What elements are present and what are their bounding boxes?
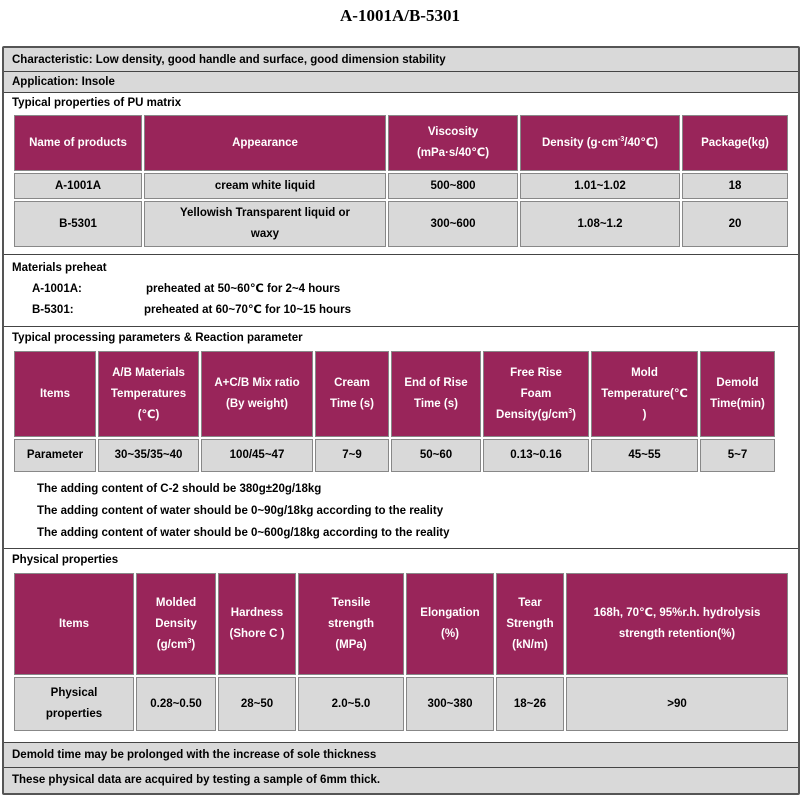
cell: 20 bbox=[682, 201, 788, 247]
preheat-name: A-1001A: bbox=[32, 283, 82, 295]
matrix-col-name: Name of products bbox=[14, 115, 142, 171]
cell: 18 bbox=[682, 173, 788, 199]
cell: 45~55 bbox=[591, 439, 698, 472]
cell: 1.08~1.2 bbox=[520, 201, 680, 247]
cell: 100/45~47 bbox=[201, 439, 313, 472]
preheat-section bbox=[4, 255, 798, 327]
phys-col-tensile: Tensile strength (MPa) bbox=[298, 573, 404, 675]
matrix-col-package: Package(kg) bbox=[682, 115, 788, 171]
cell: Physical properties bbox=[14, 677, 134, 731]
note-line: The adding content of water should be 0~600g/18kg according to the reality bbox=[37, 527, 450, 539]
proc-col-demold: Demold Time(min) bbox=[700, 351, 775, 437]
preheat-text: preheated at 60~70℃ for 10~15 hours bbox=[144, 304, 351, 316]
datasheet bbox=[2, 46, 800, 795]
phys-col-hydrolysis: 168h, 70℃, 95%r.h. hydrolysis strength retention(%) bbox=[566, 573, 788, 675]
phys-col-elongation: Elongation (%) bbox=[406, 573, 494, 675]
processing-section bbox=[4, 327, 798, 549]
processing-notes bbox=[4, 474, 798, 544]
note-line: The adding content of water should be 0~90g/18kg according to the reality bbox=[37, 505, 444, 517]
preheat-heading: Materials preheat bbox=[12, 262, 107, 274]
processing-row bbox=[14, 439, 775, 472]
cell: B-5301 bbox=[14, 201, 142, 247]
application-band: Application: Insole bbox=[4, 72, 798, 93]
test-note: These physical data are acquired by testing a sample of 6mm thick. bbox=[4, 768, 798, 793]
matrix-header-row bbox=[14, 115, 788, 171]
cell: A-1001A bbox=[14, 173, 142, 199]
matrix-section bbox=[4, 93, 798, 255]
cell: 30~35/35~40 bbox=[98, 439, 199, 472]
phys-col-items: Items bbox=[14, 573, 134, 675]
proc-col-foam: Free Rise Foam $Density(g/cm^3)$ bbox=[483, 351, 589, 437]
preheat-text: preheated at 50~60℃ for 2~4 hours bbox=[146, 283, 341, 295]
matrix-row-a bbox=[14, 173, 788, 199]
phys-col-molded: Molded Density $(g/cm^3)$ bbox=[136, 573, 216, 675]
phys-col-hardness: Hardness (Shore C ) bbox=[218, 573, 296, 675]
preheat-item-b bbox=[12, 300, 790, 321]
physical-header-row bbox=[14, 573, 788, 675]
cell: >90 bbox=[566, 677, 788, 731]
cell: 28~50 bbox=[218, 677, 296, 731]
preheat-name: B-5301: bbox=[32, 304, 74, 316]
cell: 7~9 bbox=[315, 439, 389, 472]
characteristic-band: Characteristic: Low density, good handle and surface, good dimension stability bbox=[4, 48, 798, 72]
physical-section bbox=[4, 549, 798, 743]
cell: 2.0~5.0 bbox=[298, 677, 404, 731]
proc-col-rise: End of Rise Time (s) bbox=[391, 351, 481, 437]
cell: 0.13~0.16 bbox=[483, 439, 589, 472]
cell: 0.28~0.50 bbox=[136, 677, 216, 731]
cell: 18~26 bbox=[496, 677, 564, 731]
preheat-item-a bbox=[12, 279, 790, 300]
processing-heading: Typical processing parameters & Reaction parameter bbox=[12, 332, 303, 344]
note-line: The adding content of C-2 should be 380g±20g/18kg bbox=[37, 483, 322, 495]
cell: 1.01~1.02 bbox=[520, 173, 680, 199]
physical-row bbox=[14, 677, 788, 731]
matrix-col-viscosity: Viscosity (mPa·s/40℃) bbox=[388, 115, 518, 171]
physical-table bbox=[12, 571, 790, 733]
matrix-row-b bbox=[14, 201, 788, 247]
proc-col-mold: Mold Temperature(℃ ) bbox=[591, 351, 698, 437]
proc-col-cream: Cream Time (s) bbox=[315, 351, 389, 437]
matrix-table bbox=[12, 113, 790, 249]
phys-col-tear: Tear Strength (kN/m) bbox=[496, 573, 564, 675]
cell: 500~800 bbox=[388, 173, 518, 199]
demold-note: Demold time may be prolonged with the increase of sole thickness bbox=[4, 743, 798, 768]
proc-col-temp: A/B Materials Temperatures (℃) bbox=[98, 351, 199, 437]
cell: 50~60 bbox=[391, 439, 481, 472]
matrix-heading: Typical properties of PU matrix bbox=[12, 97, 182, 109]
processing-header-row bbox=[14, 351, 775, 437]
cell: 300~600 bbox=[388, 201, 518, 247]
cell: cream white liquid bbox=[144, 173, 386, 199]
proc-col-items: Items bbox=[14, 351, 96, 437]
cell: 300~380 bbox=[406, 677, 494, 731]
physical-heading: Physical properties bbox=[12, 554, 119, 566]
processing-table bbox=[12, 349, 777, 474]
proc-col-mix: A+C/B Mix ratio (By weight) bbox=[201, 351, 313, 437]
matrix-col-density: Density $(g\cdot cm^{-3}/40℃)$ bbox=[520, 115, 680, 171]
document-title: A-1001A/B-5301 bbox=[340, 6, 460, 25]
matrix-col-appearance: Appearance bbox=[144, 115, 386, 171]
cell: Parameter bbox=[14, 439, 96, 472]
cell: 5~7 bbox=[700, 439, 775, 472]
cell: Yellowish Transparent liquid or waxy bbox=[144, 201, 386, 247]
